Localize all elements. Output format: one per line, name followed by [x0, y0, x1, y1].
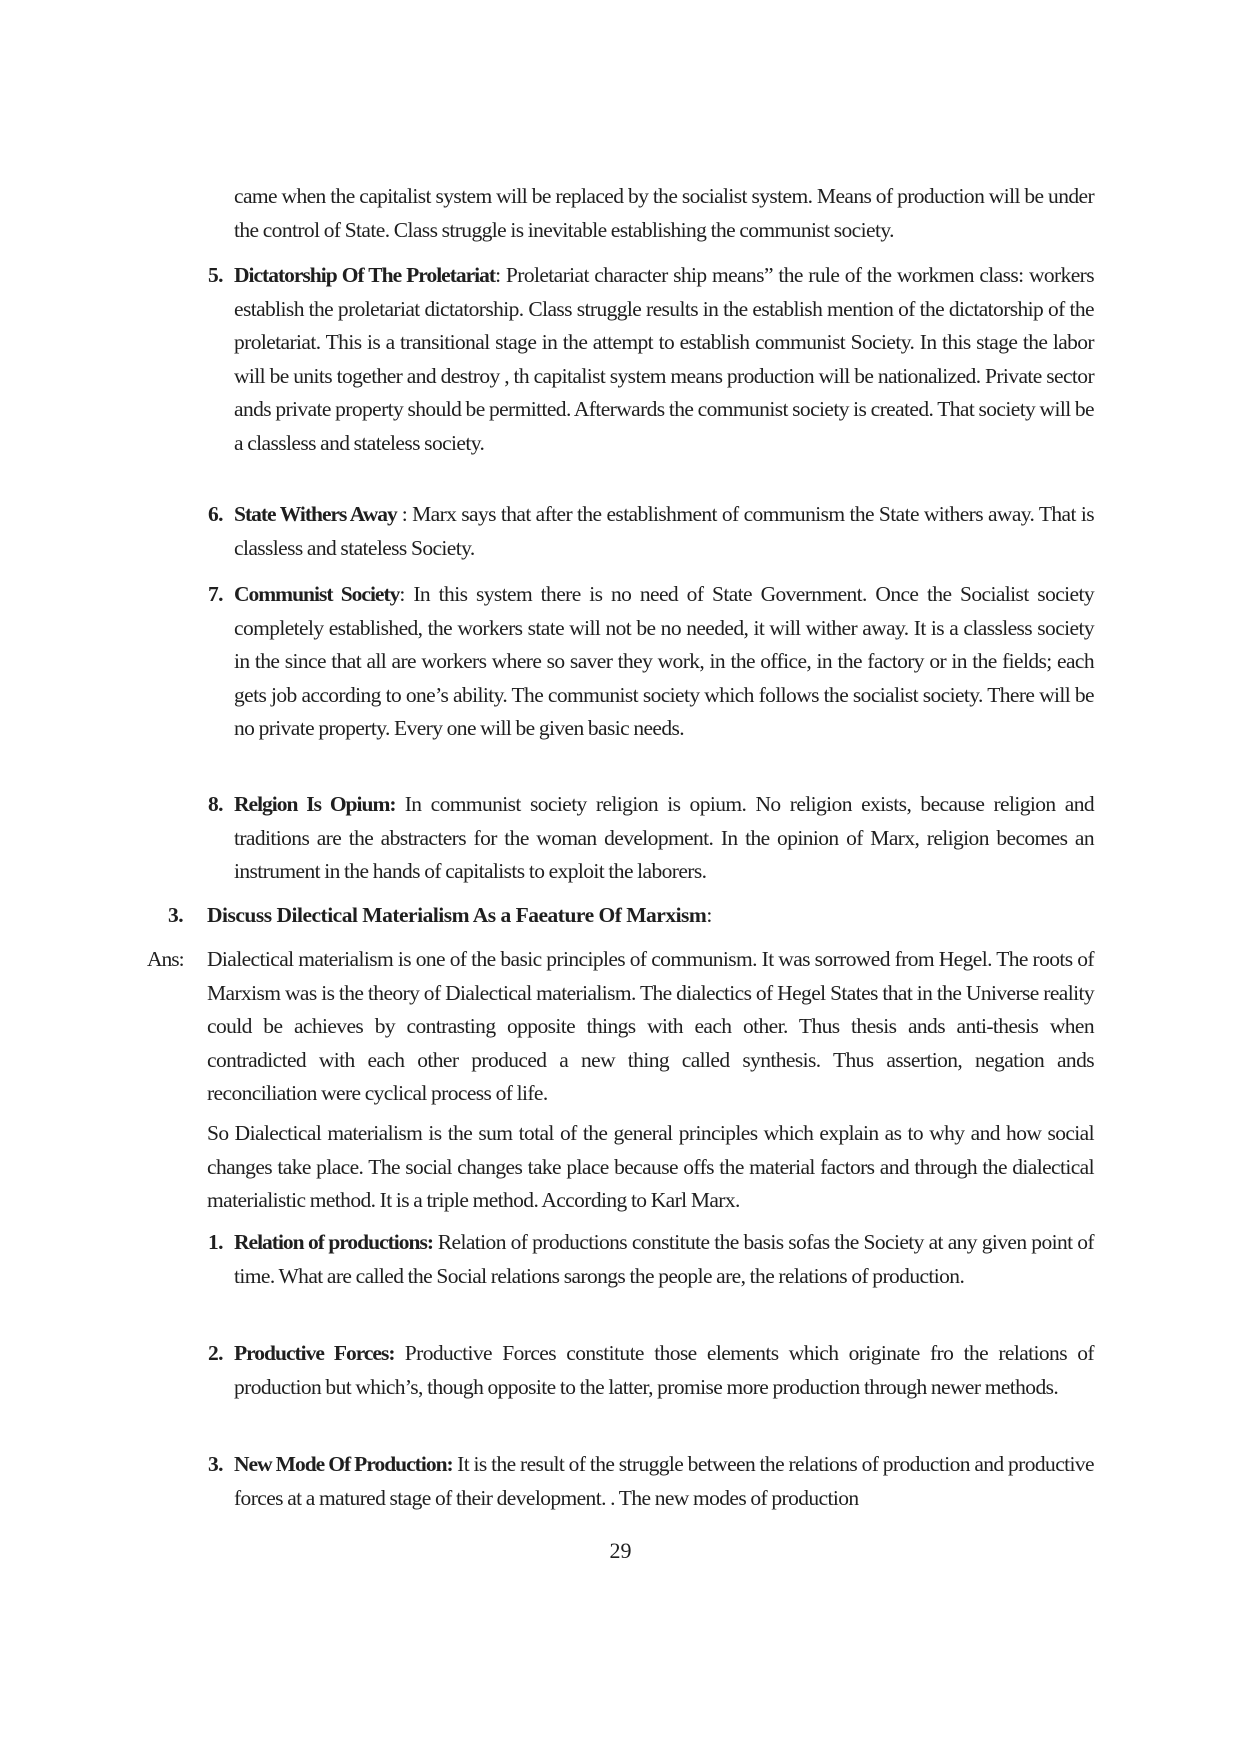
answer-block	[147, 943, 1094, 1111]
answer-paragraph-1: Dialectical materialism is one of the basic principles of communism. It was sorrowed from Hegel. The roots of Marxism was is the theory of Dialectical materialism. The dialectics of Hegel States that in the Universe reality could be achieves by contrasting opposite things with each other. Thus thesis ands anti-thesis when contradicted with each other produced a new thing called synthesis. Thus assertion, negation ands reconciliation were cyclical process of life.	[207, 947, 1094, 1105]
list-item-religion-is-opium	[208, 788, 1094, 889]
list-item-separator: :	[396, 502, 408, 526]
answer-paragraph-2: So Dialectical materialism is the sum total of the general principles which explain as to why and how social changes take place. The social changes take place because offs the material factors and through the dialectical materialistic method. It is a triple method. According to Karl Marx.	[207, 1121, 1094, 1212]
list-item-number: 7.	[208, 582, 223, 606]
list-item-text: Relation of productions constitute the basis sofas the Society at any given point of time. What are called the Social relations sarongs the people are, the relations of production.	[234, 1230, 1094, 1288]
list-item-relation-of-productions	[208, 1226, 1094, 1293]
question-text: Discuss Dilectical Materialism As a Faeature Of Marxism	[207, 903, 707, 927]
question-number: 3.	[168, 903, 184, 927]
list-item-number: 8.	[208, 792, 223, 816]
continuation-paragraph: came when the capitalist system will be replaced by the socialist system. Means of production will be under the control of State. Class struggle is inevitable establishing the communist society.	[234, 184, 1094, 242]
question-colon: :	[706, 903, 712, 927]
list-item-term: New Mode Of Production:	[234, 1452, 453, 1476]
list-item-body	[234, 1448, 1094, 1515]
list-item-state-withers-away	[208, 498, 1094, 565]
list-item-text: Marx says that after the establishment of communism the State withers away. That is classless and stateless Society.	[234, 502, 1094, 560]
list-item-number: 2.	[208, 1341, 223, 1365]
list-item-text: Proletariat character ship means” the rule of the workmen class: workers establish the proletariat dictatorship. Class struggle results in the establish mention of the dictatorship of the proletariat. This is a transitional stage in the attempt to establish communist Society. In this stage the labor will be units together and destroy , th capitalist system means production will be nationalized. Private sector ands private property should be permitted. Afterwards the communist society is created. That society will be a classless and stateless society.	[234, 263, 1094, 455]
list-item-body	[234, 788, 1094, 889]
list-item-body	[234, 498, 1094, 565]
list-item-text: In communist society religion is opium. No religion exists, because religion and traditions are the abstracters for the woman development. In the opinion of Marx, religion becomes an instrument in the hands of capitalists to exploit the laborers.	[234, 792, 1095, 883]
list-item-number: 1.	[208, 1230, 223, 1254]
list-item-number: 5.	[208, 263, 223, 287]
list-item-term: Productive Forces:	[234, 1341, 395, 1365]
list-item-number: 3.	[208, 1452, 223, 1476]
list-item-term: Relgion Is Opium:	[234, 792, 396, 816]
list-item-term: State Withers Away	[234, 502, 397, 526]
list-item-body	[234, 1226, 1094, 1293]
list-item-term: Relation of productions:	[234, 1230, 434, 1254]
list-item-text: Productive Forces constitute those elements which originate fro the relations of production but which’s, though opposite to the latter, promise more production through newer methods.	[234, 1341, 1094, 1399]
list-item-dictatorship-of-proletariat	[208, 259, 1094, 460]
list-item-body	[234, 578, 1094, 746]
question-heading	[168, 899, 1094, 933]
list-item-body	[234, 259, 1094, 460]
answer-label: Ans:	[147, 947, 184, 971]
list-item-term: Dictatorship Of The Proletariat	[234, 263, 496, 287]
list-item-new-mode-of-production	[208, 1448, 1094, 1515]
list-item-separator: :	[399, 582, 405, 606]
list-item-number: 6.	[208, 502, 223, 526]
list-item-separator: :	[495, 263, 501, 287]
list-item-communist-society	[208, 578, 1094, 746]
list-item-body	[234, 1337, 1094, 1404]
list-item-text: In this system there is no need of State Government. Once the Socialist society completely established, the workers state will not be no needed, it will wither away. It is a classless society in the since that all are workers where so saver they work, in the office, in the factory or in the fields; each gets job according to one’s ability. The communist society which follows the socialist society. There will be no private property. Every one will be given basic needs.	[234, 582, 1094, 740]
list-item-productive-forces	[208, 1337, 1094, 1404]
page-number: 29	[609, 1538, 632, 1563]
list-item-term: Communist Society	[234, 582, 400, 606]
list-item-text: It is the result of the struggle between the relations of production and productive forces at a matured stage of their development. . The new modes of production	[234, 1452, 1094, 1510]
